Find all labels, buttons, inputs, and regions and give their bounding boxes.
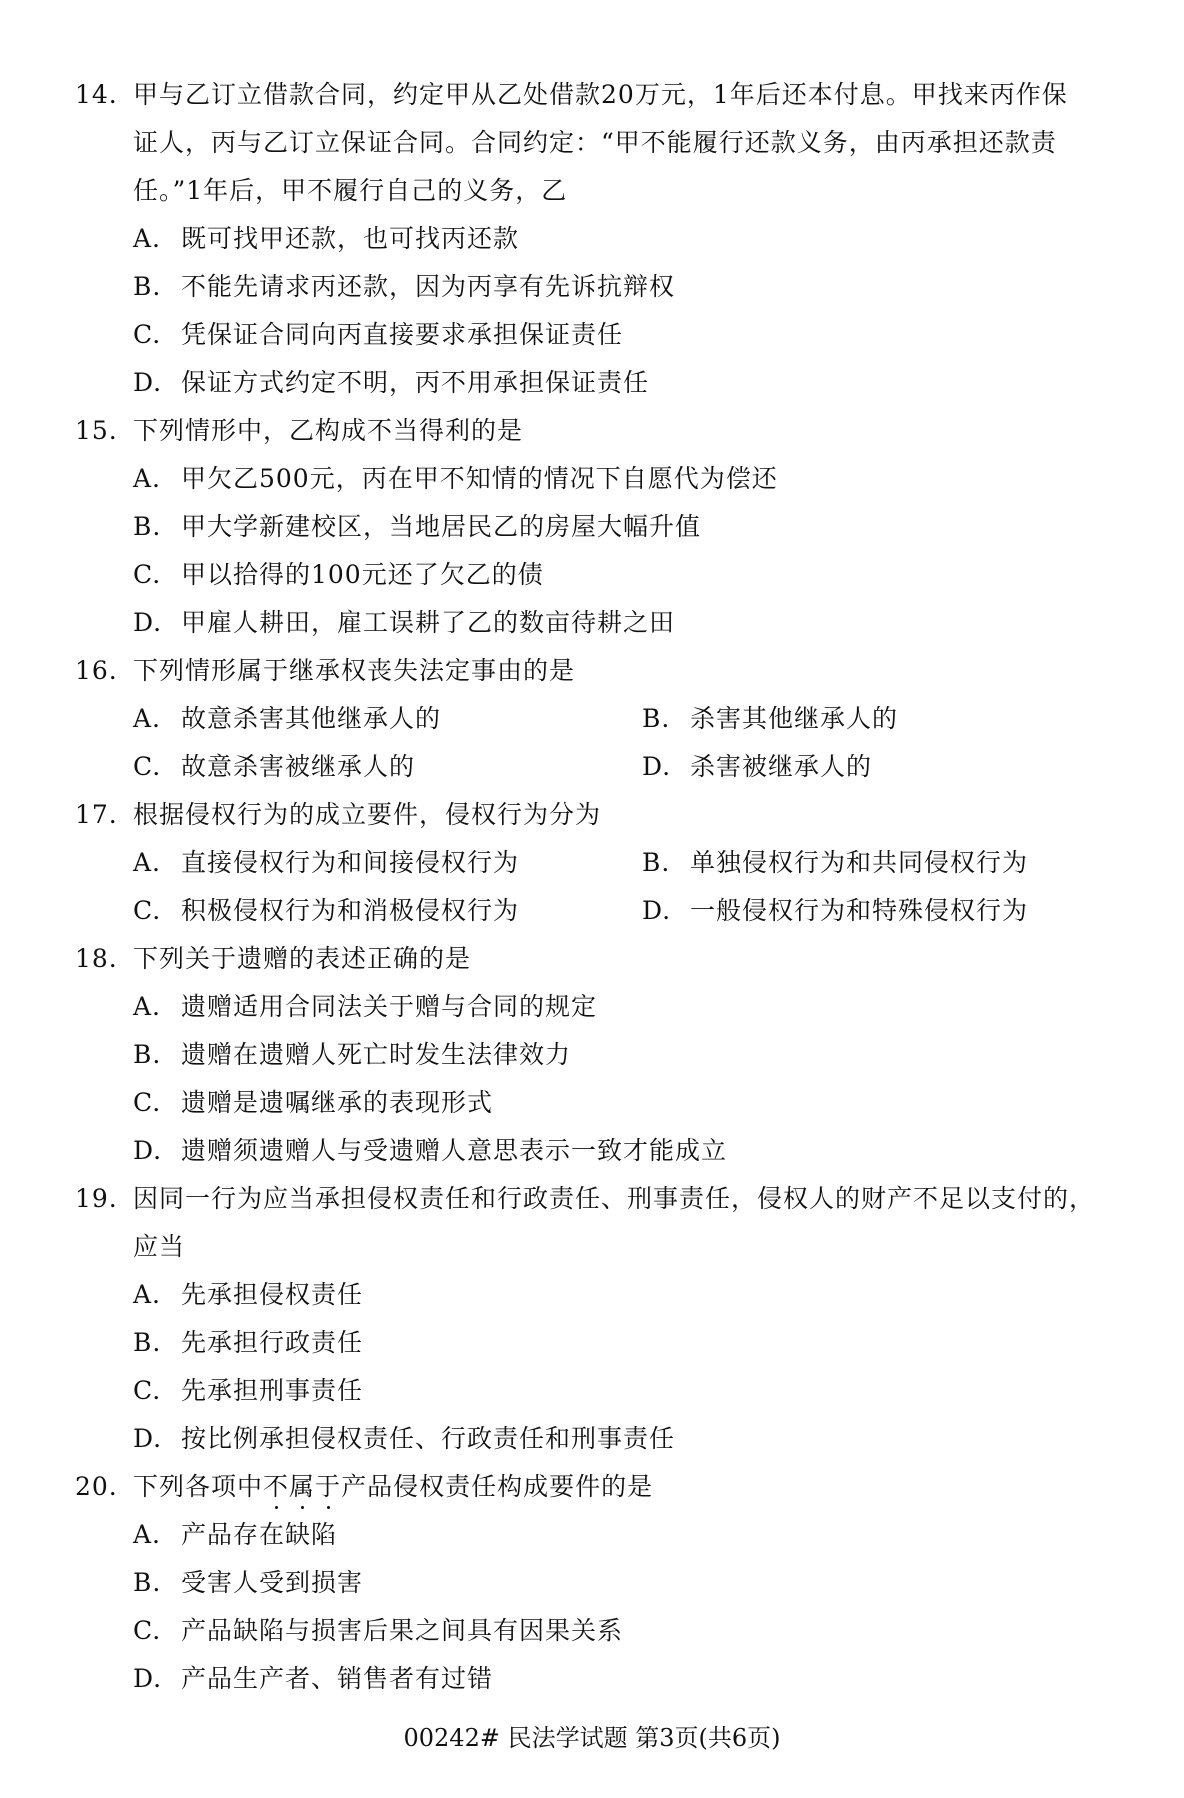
question-19 — [0, 1175, 1184, 1463]
question-stem-continued: 任。”1年后，甲不履行自己的义务，乙 — [133, 176, 568, 205]
option-d: D. 一般侵权行为和特殊侵权行为 — [642, 896, 1029, 925]
option-a: A. 既可找甲还款，也可找丙还款 — [133, 224, 520, 253]
question-number: 18. — [75, 944, 118, 973]
question-number: 15. — [75, 416, 118, 445]
option-a: A. 产品存在缺陷 — [133, 1520, 338, 1549]
question-18 — [0, 935, 1184, 1175]
option-b: B. 杀害其他继承人的 — [642, 704, 899, 733]
option-d: D. 遗赠须遗赠人与受遗赠人意思表示一致才能成立 — [133, 1136, 728, 1165]
question-stem: 17. 根据侵权行为的成立要件，侵权行为分为 — [0, 791, 1184, 839]
question-stem: 14. 甲与乙订立借款合同，约定甲从乙处借款20万元，1年后还本付息。甲找来丙作保 — [0, 71, 1184, 119]
question-14 — [0, 71, 1184, 407]
option-c: C. 产品缺陷与损害后果之间具有因果关系 — [133, 1616, 624, 1645]
option-d: D. 保证方式约定不明，丙不用承担保证责任 — [133, 368, 650, 397]
question-number: 14. — [75, 80, 118, 109]
option-b: B. 先承担行政责任 — [133, 1328, 364, 1357]
option-c: C. 凭保证合同向丙直接要求承担保证责任 — [133, 320, 624, 349]
option-b: B. 单独侵权行为和共同侵权行为 — [642, 848, 1029, 877]
option-c: C. 先承担刑事责任 — [133, 1376, 364, 1405]
option-a: A. 遗赠适用合同法关于赠与合同的规定 — [133, 992, 598, 1021]
question-17 — [0, 791, 1184, 935]
option-c: C. 故意杀害被继承人的 — [133, 752, 416, 781]
option-c: C. 甲以拾得的100元还了欠乙的债 — [133, 560, 544, 589]
option-a: A. 先承担侵权责任 — [133, 1280, 364, 1309]
question-stem: 15. 下列情形中，乙构成不当得利的是 — [0, 407, 1184, 455]
question-stem-continued: 证人，丙与乙订立保证合同。合同约定：“甲不能履行还款义务，由丙承担还款责 — [133, 128, 1057, 157]
question-number: 19. — [75, 1184, 118, 1213]
option-b: B. 受害人受到损害 — [133, 1568, 364, 1597]
option-d: D. 按比例承担侵权责任、行政责任和刑事责任 — [133, 1424, 676, 1453]
question-stem: 18. 下列关于遗赠的表述正确的是 — [0, 935, 1184, 983]
option-a: A. 故意杀害其他继承人的 — [133, 704, 442, 733]
emphasis-dot-char: 于 — [315, 1463, 341, 1511]
option-b: B. 遗赠在遗赠人死亡时发生法律效力 — [133, 1040, 572, 1069]
question-stem: 19. 因同一行为应当承担侵权责任和行政责任、刑事责任，侵权人的财产不足以支付的， — [0, 1175, 1184, 1223]
option-d: D. 甲雇人耕田，雇工误耕了乙的数亩待耕之田 — [133, 608, 676, 637]
option-d: D. 杀害被继承人的 — [642, 752, 873, 781]
emphasis-dot-char: 属 — [289, 1463, 315, 1511]
question-16 — [0, 647, 1184, 791]
option-b: B. 甲大学新建校区，当地居民乙的房屋大幅升值 — [133, 512, 702, 541]
option-c: C. 遗赠是遗嘱继承的表现形式 — [133, 1088, 494, 1117]
question-20 — [0, 1463, 1184, 1703]
emphasis-dot-char: 不 — [263, 1463, 289, 1511]
question-stem: 16. 下列情形属于继承权丧失法定事由的是 — [0, 647, 1184, 695]
question-stem-continued: 应当 — [133, 1232, 186, 1261]
question-number: 16. — [75, 656, 118, 685]
option-a: A. 直接侵权行为和间接侵权行为 — [133, 848, 520, 877]
option-c: C. 积极侵权行为和消极侵权行为 — [133, 896, 520, 925]
option-a: A. 甲欠乙500元，丙在甲不知情的情况下自愿代为偿还 — [133, 464, 778, 493]
option-row — [0, 887, 1184, 935]
option-row — [0, 695, 1184, 743]
option-row — [0, 743, 1184, 791]
exam-page — [0, 71, 1184, 1703]
question-number: 17. — [75, 800, 118, 829]
question-number: 20. — [75, 1472, 118, 1501]
option-d: D. 产品生产者、销售者有过错 — [133, 1664, 494, 1693]
page-footer: 00242# 民法学试题 第3页(共6页) — [403, 1724, 781, 1752]
question-15 — [0, 407, 1184, 647]
option-row — [0, 839, 1184, 887]
question-stem: 20. 下列各项中不属于产品侵权责任构成要件的是 — [0, 1463, 1184, 1511]
option-b: B. 不能先请求丙还款，因为丙享有先诉抗辩权 — [133, 272, 676, 301]
